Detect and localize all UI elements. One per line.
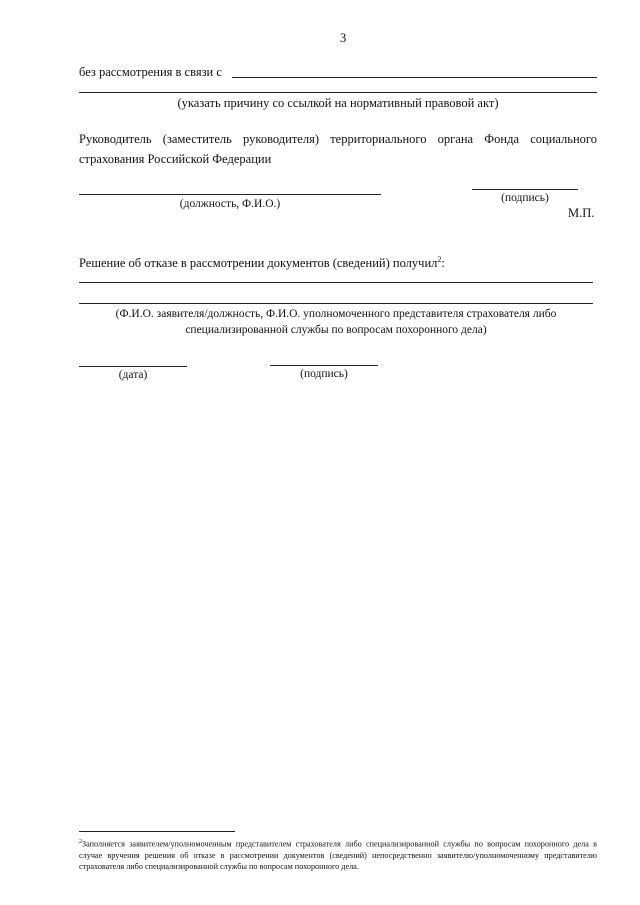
reason-line-1 (232, 77, 597, 78)
position-line (79, 194, 381, 195)
date-line (79, 366, 187, 367)
reason-hint: (указать причину со ссылкой на нормативный правовой акт) (177, 96, 499, 110)
head-title-line-1: Руководитель (заместитель руководителя) территориального органа Фонда социального (79, 132, 597, 146)
receipt-label-end: : (441, 256, 445, 271)
receipt-signature-line (270, 365, 378, 366)
receipt-label-text: Решение об отказе в рассмотрении документов (сведений) получил (79, 256, 438, 271)
receipt-hint-line-1: (Ф.И.О. заявителя/должность, Ф.И.О. уполномоченного представителя страхователя либо (115, 308, 557, 320)
receipt-line-2 (79, 303, 593, 304)
head-title-line-2: страхования Российской Федерации (79, 152, 272, 166)
head-signature-hint: (подпись) (501, 192, 549, 204)
receipt-line-1 (79, 282, 593, 283)
receipt-label (79, 256, 445, 270)
reason-line-2 (79, 92, 597, 93)
receipt-footnote-mark: 2 (437, 255, 442, 264)
date-hint: (дата) (118, 369, 148, 381)
footnote (79, 838, 597, 872)
receipt-hint-line-2: специализированной службы по вопросам похоронного дела) (185, 324, 487, 336)
footnote-separator (79, 831, 235, 832)
stamp-label: М.П. (568, 206, 595, 220)
head-signature-line (472, 189, 578, 190)
footnote-text: Заполняется заявителем/уполномоченным представителем страхователя либо специализированной службы по вопросам похоронного дела в случае вручения решения об отказе в рассмотрении документов (сведений) непосредственно заявителю/уполномоченному представителю страхователя либо специализированной службы по вопросам похоронного дела. (79, 839, 597, 871)
position-hint: (должность, Ф.И.О.) (179, 198, 281, 210)
footnote-mark: 2 (79, 839, 82, 845)
reason-label: без рассмотрения в связи с (79, 65, 222, 79)
page-number: 3 (340, 31, 347, 45)
receipt-signature-hint: (подпись) (300, 368, 348, 380)
